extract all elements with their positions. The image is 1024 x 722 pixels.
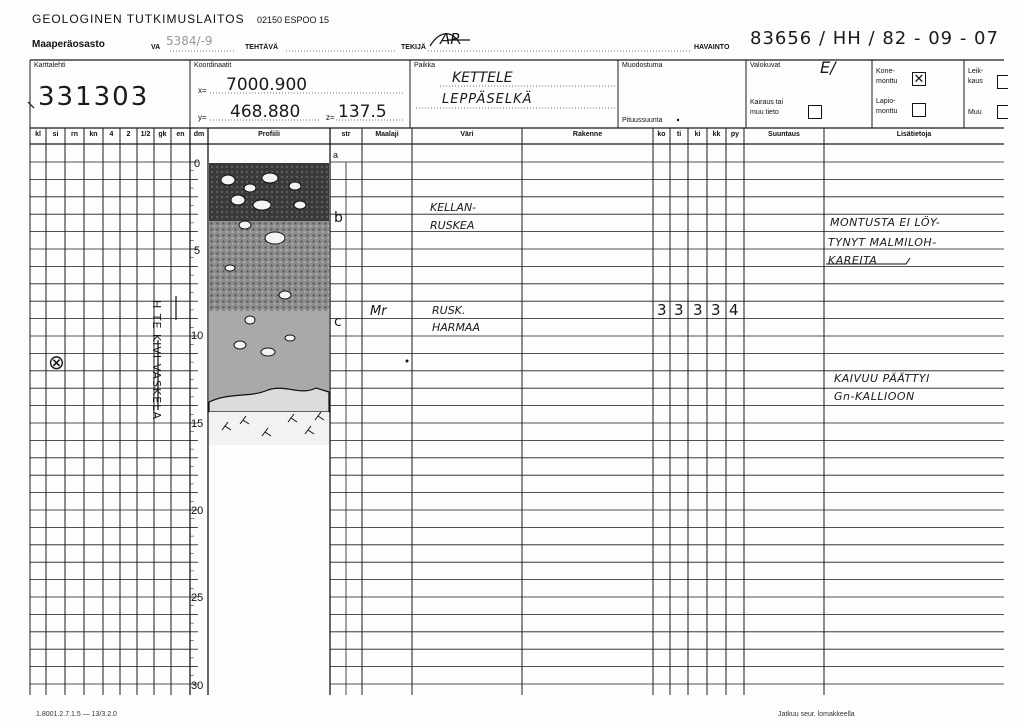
row-maalaji-3: Mr <box>370 304 387 319</box>
tekija-label: TEKIJÄ <box>401 44 426 51</box>
jatkuu-text: Jatkuu seur. lomakkeella <box>778 711 855 718</box>
lapiomonttu-label-1: Lapio- <box>876 98 896 105</box>
muodostuma-label: Muodostuma <box>622 62 663 69</box>
orient-kk: 3 <box>711 301 721 319</box>
col-lisatietoja: Lisätietoja <box>896 131 932 138</box>
kairaus-label-1: Kairaus tai <box>750 99 784 106</box>
col-grain-kl: kl <box>35 131 41 138</box>
profile-layer-topsoil <box>209 163 329 221</box>
stray-dot-1 <box>406 360 409 363</box>
department-title: Maaperäosasto <box>32 39 105 50</box>
depth-tick-30: 30 <box>191 680 204 692</box>
soil-profile-drawing <box>209 163 329 445</box>
col-ko: ko <box>657 131 666 138</box>
col-profiili: Profiili <box>258 131 280 138</box>
profile-stone-7 <box>239 221 251 229</box>
orient-ti: 3 <box>674 301 684 319</box>
profile-stone-9 <box>225 265 235 271</box>
karttalehti-value: 331303 <box>38 82 150 112</box>
lapiomonttu-label-2: monttu <box>876 108 898 115</box>
karttalehti-label: Karttalehti <box>34 62 66 69</box>
stratum-label-b: b <box>334 210 343 226</box>
profile-stone-1 <box>244 184 256 192</box>
org-address: 02150 ESPOO 15 <box>256 15 329 25</box>
col-grain-2: 2 <box>126 131 131 138</box>
note-4: KAIVUU PÄÄTTYI <box>834 372 930 385</box>
col-ti: ti <box>676 131 682 138</box>
col-ki: ki <box>694 131 701 138</box>
col-grain-rn: rn <box>71 131 78 138</box>
x-value: 7000.900 <box>226 75 308 95</box>
note-5: Gn-KALLIOON <box>834 390 915 403</box>
org-name-text: GEOLOGINEN TUTKIMUSLAITOS <box>32 12 245 26</box>
profile-stone-2 <box>262 173 278 183</box>
havainto-label: HAVAINTO <box>694 44 730 51</box>
valokuvat-label: Valokuvat <box>750 62 781 69</box>
profile-stone-3 <box>289 182 301 190</box>
stratum-label-a: a <box>333 150 339 160</box>
lapiomonttu-checkbox[interactable] <box>912 103 926 117</box>
row-vari-3: RUSK. <box>432 304 466 317</box>
pituussuunta-label: Pituussuunta <box>622 117 663 124</box>
paikka-line1: KETTELE <box>452 70 513 86</box>
col-vari: Väri <box>460 131 474 138</box>
paikka-label: Paikka <box>414 62 436 69</box>
havainto-value: 83656 / HH / 82 - 09 - 07 <box>750 28 999 49</box>
muu-label: Muu <box>968 109 982 116</box>
profile-stone-11 <box>245 316 255 324</box>
z-label: z= <box>326 113 335 122</box>
form-code: 1.8001.2.7.1.5 — 13/3.2.0 <box>36 711 117 718</box>
col-py: py <box>730 131 740 138</box>
va-label: VA <box>151 44 161 51</box>
depth-tick-15: 15 <box>191 418 204 430</box>
col-grain-si: si <box>52 131 59 138</box>
depth-tick-20: 20 <box>191 505 204 517</box>
margin-vertical-text: H TE KIVI VASKELA <box>150 300 163 421</box>
orient-py: 4 <box>729 301 739 319</box>
koordinaatit-label: Koordinaatit <box>194 62 232 69</box>
y-value: 468.880 <box>230 102 301 122</box>
depth-tick-25: 25 <box>191 592 204 604</box>
konemonttu-label-2: monttu <box>876 78 898 85</box>
profile-stone-14 <box>285 335 295 341</box>
stratum-label-c: c <box>334 314 342 330</box>
col-dm: dm <box>193 131 205 138</box>
leikkaus-label-1: Leik- <box>968 68 984 75</box>
tekija-signature <box>430 34 470 46</box>
col-grain-en: en <box>176 131 185 138</box>
profile-stone-0 <box>221 175 235 185</box>
va-value: 5384/-9 <box>166 34 213 48</box>
konemonttu-label-1: Kone- <box>876 68 895 75</box>
tekija-value: AP <box>440 30 460 48</box>
col-grain-gk: gk <box>158 131 167 138</box>
paikka-line2: LEPPÄSELKÄ <box>442 92 533 107</box>
col-maalaji: Maalaji <box>375 131 399 138</box>
note-1: MONTUSTA EI LÖY- <box>830 216 941 229</box>
depth-tick-5: 5 <box>194 245 201 257</box>
tehtava-label: TEHTÄVÄ <box>245 44 279 51</box>
leikkaus-label-2: kaus <box>968 78 983 85</box>
depth-tick-10: 10 <box>191 330 204 342</box>
profile-stone-8 <box>265 232 285 244</box>
col-rakenne: Rakenne <box>572 131 603 138</box>
valokuvat-value: E/ <box>820 58 836 77</box>
profile-bedrock <box>209 412 329 445</box>
leikkaus-checkbox[interactable] <box>997 75 1008 89</box>
col-kk: kk <box>712 131 721 138</box>
orient-ki: 3 <box>693 301 703 319</box>
row-vari-4: HARMAA <box>432 321 480 334</box>
muu-checkbox[interactable] <box>997 105 1008 119</box>
konemonttu-checkbox[interactable]: ✕ <box>913 71 925 86</box>
margin-symbol: ⊗ <box>48 350 65 374</box>
stray-dot-2 <box>677 119 679 121</box>
col-str: str <box>341 131 351 138</box>
row-vari-2: RUSKEA <box>430 219 475 232</box>
profile-stone-4 <box>231 195 245 205</box>
z-value: 137.5 <box>338 102 387 122</box>
col-suuntaus: Suuntaus <box>768 131 800 138</box>
note-3: KAREITA <box>828 254 878 267</box>
profile-stone-6 <box>294 201 306 209</box>
profile-stone-13 <box>261 348 275 356</box>
col-grain-4: 4 <box>109 131 114 138</box>
karttalehti-tick <box>28 102 34 108</box>
note-2: TYNYT MALMILOH- <box>828 236 937 249</box>
y-label: y= <box>198 113 207 122</box>
profile-stone-5 <box>253 200 271 210</box>
kairaus-label-2: muu tieto <box>750 109 779 116</box>
x-label: x= <box>198 86 207 95</box>
row-vari-1: KELLAN- <box>430 201 477 214</box>
kairaus-checkbox[interactable] <box>808 105 822 119</box>
profile-stone-12 <box>234 341 246 349</box>
col-grain-kn: kn <box>89 131 98 138</box>
orient-ko: 3 <box>657 301 667 319</box>
depth-tick-0: 0 <box>194 158 201 170</box>
profile-stone-10 <box>279 291 291 299</box>
col-grain-half: 1/2 <box>140 131 151 138</box>
